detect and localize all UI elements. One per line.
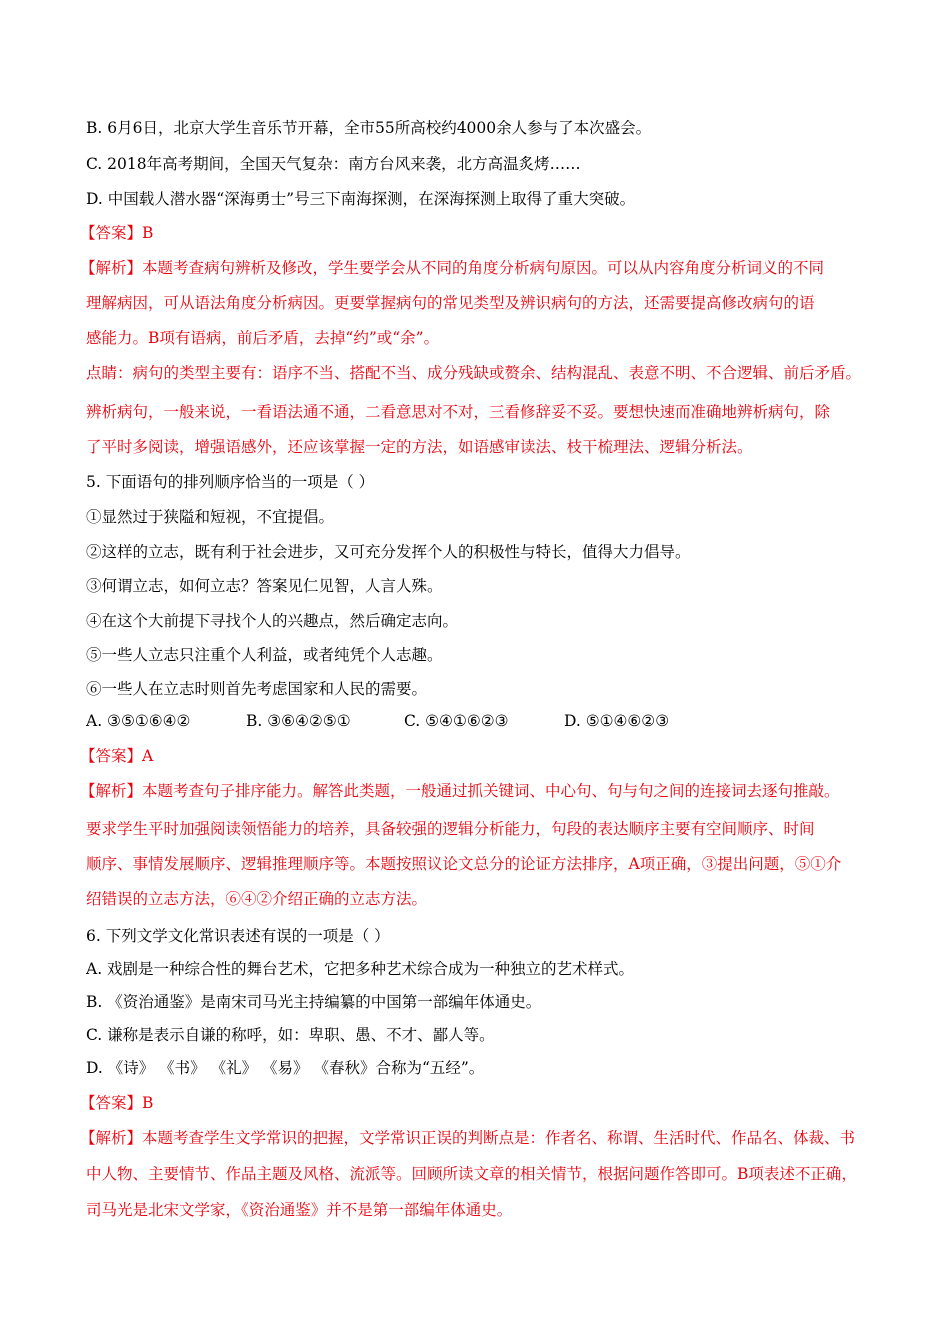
q5-option-b: B. ③⑥④②⑤① — [246, 712, 351, 730]
q4-analysis-line: 理解病因，可从语法角度分析病因。更要掌握病句的常见类型及辨识病句的方法，还需要提高修改病句的语 — [86, 294, 815, 312]
q4-dianjing-line: 辨析病句，一般来说，一看语法通不通，二看意思对不对，三看修辞妥不妥。要想快速而准确地辨析病句，除 — [86, 403, 831, 421]
q5-option-d: D. ⑤①④⑥②③ — [564, 712, 670, 730]
q6-analysis-line: 司马光是北宋文学家，《资治通鉴》并不是第一部编年体通史。 — [86, 1201, 513, 1219]
q5-option-a: A. ③⑤①⑥④② — [86, 712, 191, 730]
q4-option-b: B. 6月6日，北京大学生音乐节开幕，全市55所高校约4000余人参与了本次盛会。 — [86, 119, 652, 137]
q5-option-c: C. ⑤④①⑥②③ — [404, 712, 509, 730]
q5-answer: 【答案】A — [80, 747, 154, 765]
q5-sentence: ①显然过于狭隘和短视，不宜提倡。 — [86, 508, 335, 526]
q6-option-a: A. 戏剧是一种综合性的舞台艺术，它把多种艺术综合成为一种独立的艺术样式。 — [86, 960, 635, 978]
q6-option-c: C. 谦称是表示自谦的称呼，如：卑职、愚、不才、鄙人等。 — [86, 1026, 495, 1044]
q6-answer: 【答案】B — [80, 1094, 154, 1112]
q4-dianjing-line: 了平时多阅读，增强语感外，还应该掌握一定的方法，如语感审读法、枝干梳理法、逻辑分析法。 — [86, 438, 753, 456]
q5-sentence: ②这样的立志，既有利于社会进步，又可充分发挥个人的积极性与特长，值得大力倡导。 — [86, 543, 691, 561]
q6-stem: 6. 下列文学文化常识表述有误的一项是（ ） — [86, 927, 390, 945]
q4-analysis-line: 感能力。B项有语病，前后矛盾，去掉“约”或“余”。 — [86, 329, 440, 347]
q6-option-d: D. 《诗》 《书》 《礼》 《易》 《春秋》合称为“五经”。 — [86, 1059, 485, 1077]
q5-sentence: ⑥一些人在立志时则首先考虑国家和人民的需要。 — [86, 680, 428, 698]
q4-option-c: C. 2018年高考期间，全国天气复杂：南方台风来袭，北方高温炙烤…… — [86, 155, 581, 173]
q5-sentence: ③何谓立志，如何立志？答案见仁见智，人言人殊。 — [86, 577, 443, 595]
q4-option-d: D. 中国载人潜水器“深海勇士”号三下南海探测，在深海探测上取得了重大突破。 — [86, 190, 636, 208]
q5-sentence: ⑤一些人立志只注重个人利益，或者纯凭个人志趣。 — [86, 646, 443, 664]
q4-analysis-line: 【解析】本题考查病句辨析及修改，学生要学会从不同的角度分析病句原因。可以从内容角度分析词义的不同 — [80, 259, 825, 277]
q6-option-b: B. 《资治通鉴》是南宋司马光主持编纂的中国第一部编年体通史。 — [86, 993, 542, 1011]
q5-analysis-line: 【解析】本题考查句子排序能力。解答此类题，一般通过抓关键词、中心句、句与句之间的连接词去逐句推敲。 — [80, 782, 840, 800]
q4-dianjing-line: 点睛：病句的类型主要有：语序不当、搭配不当、成分残缺或赘余、结构混乱、表意不明、不合逻辑、前后矛盾。 — [86, 364, 862, 382]
q5-analysis-line: 要求学生平时加强阅读领悟能力的培养，具备较强的逻辑分析能力，句段的表达顺序主要有空间顺序、时间 — [86, 820, 815, 838]
q5-analysis-line: 绍错误的立志方法，⑥④②介绍正确的立志方法。 — [86, 890, 428, 908]
q6-analysis-line: 【解析】本题考查学生文学常识的把握，文学常识正误的判断点是：作者名、称谓、生活时代、作品名、体裁、书 — [80, 1129, 856, 1147]
q5-analysis-line: 顺序、事情发展顺序、逻辑推理顺序等。本题按照议论文总分的论证方法排序，A项正确，③提出问题，⑤①介 — [86, 855, 842, 873]
q5-stem: 5. 下面语句的排列顺序恰当的一项是（ ） — [86, 473, 375, 491]
q6-analysis-line: 中人物、主要情节、作品主题及风格、流派等。回顾所读文章的相关情节，根据问题作答即可。B项表述不正确， — [86, 1165, 857, 1183]
q4-answer: 【答案】B — [80, 224, 154, 242]
q5-sentence: ④在这个大前提下寻找个人的兴趣点，然后确定志向。 — [86, 612, 459, 630]
q5-options — [86, 710, 876, 732]
